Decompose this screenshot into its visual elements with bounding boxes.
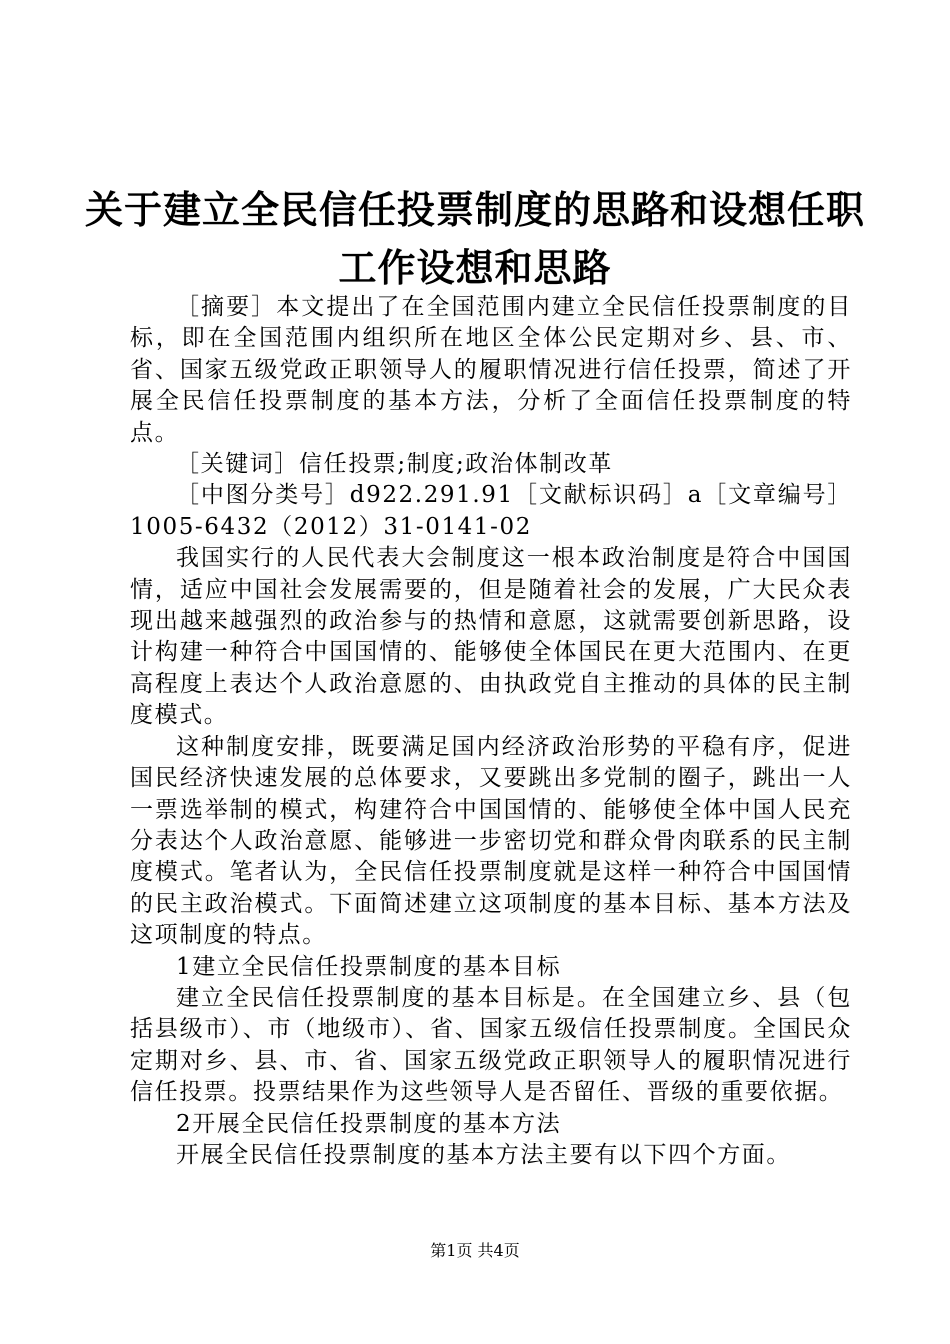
page-footer: 第1页 共4页 [430, 1241, 520, 1260]
classification-paragraph: ［中图分类号］d922.291.91［文献标识码］a［文章编号］1005-6432（2012）31-0141-02 [130, 482, 852, 540]
body-paragraph: 开展全民信任投票制度的基本方法主要有以下四个方面。 [176, 1141, 791, 1168]
body-paragraph: 建立全民信任投票制度的基本目标是。在全国建立乡、县（包括县级市）、市（地级市）、省、国家五级信任投票制度。全国民众定期对乡、县、市、省、国家五级党政正职领导人的履职情况进行信任投票。投票结果作为这些领导人是否留任、晋级的重要依据。 [130, 984, 852, 1106]
document-title-line1: 关于建立全民信任投票制度的思路和设想任职 [84, 188, 865, 232]
document-body [130, 292, 852, 1171]
body-paragraph: 我国实行的人民代表大会制度这一根本政治制度是符合中国国情，适应中国社会发展需要的，但是随着社会的发展，广大民众表现出越来越强烈的政治参与的热情和意愿，这就需要创新思路，设计构建一种符合中国国情的、能够使全体国民在更大范围内、在更高程度上表达个人政治意愿的、由执政党自主推动的具体的民主制度模式。 [130, 545, 852, 729]
body-paragraph: 这种制度安排，既要满足国内经济政治形势的平稳有序，促进国民经济快速发展的总体要求，又要跳出多党制的圈子，跳出一人一票选举制的模式，构建符合中国国情的、能够使全体中国人民充分表达个人政治意愿、能够进一步密切党和群众骨肉联系的民主制度模式。笔者认为，全民信任投票制度就是这样一种符合中国国情的民主政治模式。下面简述建立这项制度的基本目标、基本方法及这项制度的特点。 [130, 733, 852, 949]
section-heading: 1建立全民信任投票制度的基本目标 [176, 953, 562, 980]
keywords-paragraph: ［关键词］信任投票;制度;政治体制改革 [176, 451, 613, 478]
abstract-paragraph: ［摘要］本文提出了在全国范围内建立全民信任投票制度的目标，即在全国范围内组织所在地区全体公民定期对乡、县、市、省、国家五级党政正职领导人的履职情况进行信任投票，简述了开展全民信任投票制度的基本方法，分析了全面信任投票制度的特点。 [130, 294, 852, 446]
document-title-line2: 工作设想和思路 [338, 246, 612, 290]
section-heading: 2开展全民信任投票制度的基本方法 [176, 1110, 562, 1137]
